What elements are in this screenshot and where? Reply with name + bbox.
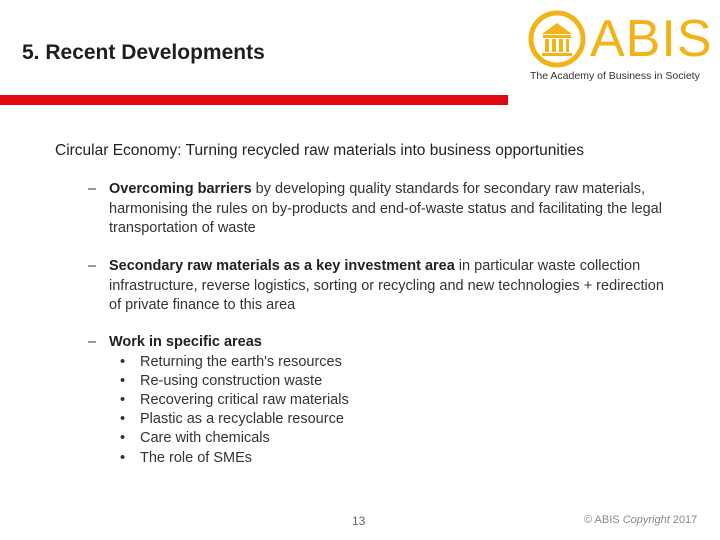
slide-subtitle: Circular Economy: Turning recycled raw materials into business opportunities bbox=[55, 142, 584, 159]
point-specific-areas bbox=[88, 333, 668, 468]
bullet-marker: • bbox=[120, 430, 126, 447]
logo-wordmark: ABIS bbox=[590, 10, 713, 68]
academy-building-icon bbox=[528, 10, 586, 68]
bullet-marker: • bbox=[120, 449, 126, 466]
list-item bbox=[120, 429, 668, 448]
copyright-prefix: © ABIS bbox=[584, 514, 623, 526]
list-item bbox=[120, 449, 668, 468]
slide-title: 5. Recent Developments bbox=[22, 41, 265, 64]
list-item-text: Re-using construction waste bbox=[140, 372, 323, 389]
abis-logo bbox=[528, 8, 713, 88]
bullet-marker: • bbox=[120, 391, 126, 408]
list-item-text: The role of SMEs bbox=[140, 449, 253, 466]
list-item-text: Returning the earth's resources bbox=[140, 353, 342, 370]
list-item-text: Care with chemicals bbox=[140, 430, 270, 447]
bullet-marker: • bbox=[120, 353, 126, 370]
point-text bbox=[109, 180, 668, 239]
dash-marker: – bbox=[88, 181, 97, 197]
list-item bbox=[120, 410, 668, 429]
point-body: in particular waste collection infrastructure, reverse logistics, sorting or recycling and new technologies + redirection of private finance to this area bbox=[109, 258, 664, 313]
list-item bbox=[120, 353, 668, 372]
list-item-text: Recovering critical raw materials bbox=[140, 391, 349, 408]
point-heading: Work in specific areas bbox=[109, 334, 262, 350]
bullet-marker: • bbox=[120, 372, 126, 389]
logo-tagline: The Academy of Business in Society bbox=[530, 70, 700, 82]
specific-areas-list bbox=[88, 353, 668, 468]
point-body: by developing quality standards for secondary raw materials, harmonising the rules on by-products and end-of-waste status and facilitating the legal transportation of waste bbox=[109, 181, 662, 236]
title-underline-bar bbox=[0, 95, 508, 105]
dash-marker: – bbox=[88, 258, 97, 274]
copyright-notice bbox=[584, 514, 697, 526]
point-text bbox=[109, 257, 668, 316]
point-text bbox=[109, 333, 668, 353]
bullet-marker: • bbox=[120, 411, 126, 428]
dash-marker: – bbox=[88, 334, 97, 350]
copyright-year: 2017 bbox=[669, 514, 698, 526]
copyright-word: Copyright bbox=[622, 514, 670, 526]
list-item-text: Plastic as a recyclable resource bbox=[140, 411, 344, 428]
point-overcoming-barriers bbox=[88, 180, 668, 239]
list-item bbox=[120, 372, 668, 391]
point-heading: Secondary raw materials as a key investment area bbox=[109, 258, 455, 274]
point-secondary-raw-materials bbox=[88, 257, 668, 316]
list-item bbox=[120, 391, 668, 410]
page-number: 13 bbox=[352, 514, 366, 528]
point-heading: Overcoming barriers bbox=[109, 181, 252, 197]
